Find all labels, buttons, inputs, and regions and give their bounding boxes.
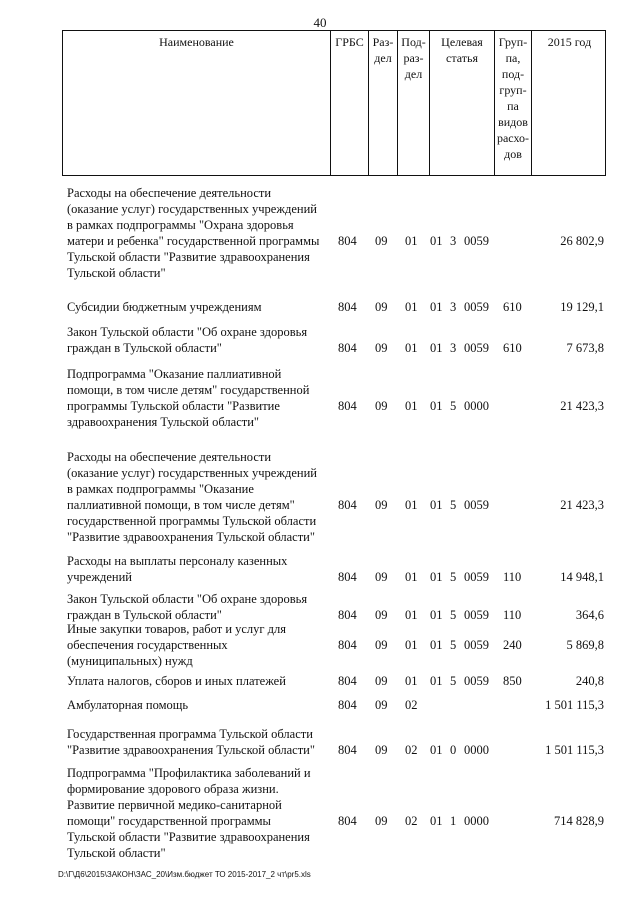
cell-grbs: 804	[338, 300, 357, 314]
cell-razdel: 09	[375, 300, 388, 314]
row-name	[67, 366, 329, 430]
cell-target-subprogram: 5	[450, 399, 457, 413]
cell-target-direction: 0000	[464, 399, 489, 413]
cell-target-subprogram: 5	[450, 638, 457, 652]
cell-expense-type: 240	[503, 638, 522, 652]
cell-amount-2015: 21 423,3	[560, 399, 604, 413]
row-name	[67, 449, 329, 545]
cell-amount-2015: 19 129,1	[560, 300, 604, 314]
cell-grbs: 804	[338, 399, 357, 413]
row-name-line: (оказание услуг) государственных учреждений	[67, 466, 317, 480]
cell-podrazdel: 01	[405, 341, 418, 355]
cell-target-program: 01	[430, 638, 443, 652]
row-name-line: Расходы на обеспечение деятельности	[67, 186, 272, 200]
row-name-line: учреждений	[67, 570, 132, 584]
cell-target-subprogram: 5	[450, 498, 457, 512]
row-name-line: в рамках подпрограммы "Охрана здоровья	[67, 218, 294, 232]
row-name-line: Закон Тульской области "Об охране здоровья	[67, 592, 308, 606]
cell-target-direction: 0059	[464, 498, 489, 512]
cell-amount-2015: 240,8	[575, 674, 604, 688]
row-name-line: Подпрограмма "Оказание паллиативной	[67, 367, 282, 381]
cell-grbs: 804	[338, 814, 357, 828]
file-path-footer: D:\Г\Д6\2015\ЗАКОН\ЗАС_20\Изм.бюджет ТО 2015-2017_2 чт\pr5.xls	[58, 870, 311, 879]
page-number: 40	[313, 15, 327, 30]
cell-podrazdel: 02	[405, 743, 418, 757]
row-name-line: Развитие первичной медико-санитарной	[67, 798, 282, 812]
row-name	[67, 673, 329, 689]
cell-target-direction: 0059	[464, 608, 489, 622]
cell-target-program: 01	[430, 498, 443, 512]
header-line: дел	[404, 67, 423, 81]
cell-grbs: 804	[338, 570, 357, 584]
cell-target-subprogram: 3	[450, 341, 457, 355]
header-line: груп-	[499, 83, 527, 97]
header-line: Под-	[401, 35, 426, 49]
cell-podrazdel: 01	[405, 399, 418, 413]
cell-grbs: 804	[338, 341, 357, 355]
cell-grbs: 804	[338, 638, 357, 652]
cell-expense-type: 610	[503, 300, 522, 314]
row-name-line: паллиативной помощи, в том числе детям"	[67, 498, 295, 512]
row-name-line: программы Тульской области "Развитие	[67, 399, 280, 413]
header-name	[63, 31, 330, 175]
cell-target-direction: 0059	[464, 570, 489, 584]
cell-target-subprogram: 0	[450, 743, 457, 757]
cell-target-program: 01	[430, 234, 443, 248]
row-name	[67, 726, 329, 758]
row-name-line: обеспечения государственных	[67, 638, 228, 652]
cell-podrazdel: 01	[405, 638, 418, 652]
cell-target-subprogram: 5	[450, 570, 457, 584]
header-line: видов	[498, 115, 528, 129]
row-name	[67, 185, 329, 281]
cell-target-program: 01	[430, 814, 443, 828]
cell-grbs: 804	[338, 608, 357, 622]
row-name-line: "Развитие здравоохранения Тульской области"	[67, 530, 315, 544]
cell-target-program: 01	[430, 674, 443, 688]
cell-podrazdel: 01	[405, 234, 418, 248]
header-line: дов	[504, 147, 522, 161]
cell-target-subprogram: 1	[450, 814, 457, 828]
cell-target-program: 01	[430, 570, 443, 584]
cell-podrazdel: 01	[405, 608, 418, 622]
cell-grbs: 804	[338, 234, 357, 248]
cell-target-direction: 0059	[464, 341, 489, 355]
cell-expense-type: 110	[503, 570, 522, 584]
header-razdel	[368, 31, 397, 175]
row-name-line: Иные закупки товаров, работ и услуг для	[67, 622, 287, 636]
row-name-line: (муниципальных) нужд	[67, 654, 193, 668]
cell-razdel: 09	[375, 674, 388, 688]
row-name-line: Расходы на обеспечение деятельности	[67, 450, 272, 464]
row-name-line: помощи" государственной программы	[67, 814, 271, 828]
cell-podrazdel: 01	[405, 570, 418, 584]
row-name-line: государственной программы Тульской области	[67, 514, 317, 528]
row-name	[67, 324, 329, 356]
row-name-line: "Развитие здравоохранения Тульской области"	[67, 743, 315, 757]
cell-target-program: 01	[430, 300, 443, 314]
cell-target-direction: 0059	[464, 674, 489, 688]
cell-razdel: 09	[375, 570, 388, 584]
row-name-line: граждан в Тульской области"	[67, 341, 222, 355]
cell-amount-2015: 7 673,8	[566, 341, 604, 355]
row-name-line: Закон Тульской области "Об охране здоровья	[67, 325, 308, 339]
cell-razdel: 09	[375, 234, 388, 248]
cell-expense-type: 110	[503, 608, 522, 622]
row-name-line: в рамках подпрограммы "Оказание	[67, 482, 254, 496]
cell-grbs: 804	[338, 743, 357, 757]
header-line: статья	[446, 51, 478, 65]
cell-podrazdel: 01	[405, 674, 418, 688]
cell-target-program: 01	[430, 399, 443, 413]
header-line: па	[507, 99, 519, 113]
row-name	[67, 591, 329, 623]
cell-amount-2015: 364,6	[575, 608, 604, 622]
header-grbs	[330, 31, 368, 175]
cell-amount-2015: 1 501 115,3	[545, 743, 604, 757]
cell-expense-type: 610	[503, 341, 522, 355]
cell-target-program: 01	[430, 341, 443, 355]
cell-podrazdel: 01	[405, 300, 418, 314]
header-line: ГРБС	[335, 35, 364, 49]
cell-amount-2015: 26 802,9	[560, 234, 604, 248]
cell-target-direction: 0000	[464, 743, 489, 757]
row-name	[67, 299, 329, 315]
cell-razdel: 09	[375, 743, 388, 757]
cell-razdel: 09	[375, 399, 388, 413]
cell-razdel: 09	[375, 814, 388, 828]
header-line: дел	[374, 51, 392, 65]
cell-grbs: 804	[338, 498, 357, 512]
row-name-line: граждан в Тульской области"	[67, 608, 222, 622]
header-line: раз-	[403, 51, 424, 65]
header-line: расхо-	[496, 131, 530, 145]
row-name	[67, 765, 329, 861]
row-name-line: Тульской области"	[67, 266, 166, 280]
row-name-line: матери и ребенка" государственной программы	[67, 234, 320, 248]
table-header	[62, 30, 606, 176]
row-name	[67, 697, 329, 713]
row-name-line: Субсидии бюджетным учреждениям	[67, 300, 262, 314]
row-name-line: Тульской области "Развитие здравоохранения	[67, 830, 310, 844]
cell-podrazdel: 02	[405, 698, 418, 712]
header-line: Целевая	[441, 35, 483, 49]
header-podrazdel	[397, 31, 429, 175]
cell-grbs: 804	[338, 674, 357, 688]
cell-amount-2015: 5 869,8	[566, 638, 604, 652]
row-name	[67, 621, 329, 669]
row-name-line: (оказание услуг) государственных учреждений	[67, 202, 317, 216]
cell-target-program: 01	[430, 608, 443, 622]
cell-razdel: 09	[375, 638, 388, 652]
cell-target-direction: 0000	[464, 814, 489, 828]
row-name-line: здравоохранения Тульской области"	[67, 415, 260, 429]
cell-target-subprogram: 3	[450, 234, 457, 248]
cell-target-subprogram: 3	[450, 300, 457, 314]
row-name-line: помощи, в том числе детям" государственной	[67, 383, 310, 397]
cell-target-direction: 0059	[464, 638, 489, 652]
cell-razdel: 09	[375, 608, 388, 622]
cell-target-direction: 0059	[464, 234, 489, 248]
cell-amount-2015: 1 501 115,3	[545, 698, 604, 712]
cell-target-program: 01	[430, 743, 443, 757]
row-name-line: Тульской области "Развитие здравоохранения	[67, 250, 310, 264]
cell-target-direction: 0059	[464, 300, 489, 314]
header-line: 2015 год	[547, 35, 592, 49]
row-name	[67, 553, 329, 585]
cell-target-subprogram: 5	[450, 608, 457, 622]
header-vr	[494, 31, 531, 175]
row-name-line: Амбулаторная помощь	[67, 698, 189, 712]
cell-expense-type: 850	[503, 674, 522, 688]
cell-amount-2015: 21 423,3	[560, 498, 604, 512]
row-name-line: Тульской области"	[67, 846, 166, 860]
cell-amount-2015: 714 828,9	[554, 814, 604, 828]
cell-podrazdel: 01	[405, 498, 418, 512]
cell-amount-2015: 14 948,1	[560, 570, 604, 584]
cell-grbs: 804	[338, 698, 357, 712]
cell-razdel: 09	[375, 341, 388, 355]
header-line: под-	[501, 67, 525, 81]
cell-podrazdel: 02	[405, 814, 418, 828]
cell-target-subprogram: 5	[450, 674, 457, 688]
row-name-line: формирование здорового образа жизни.	[67, 782, 279, 796]
header-line: Груп-	[498, 35, 528, 49]
header-line: па,	[505, 51, 521, 65]
cell-razdel: 09	[375, 498, 388, 512]
header-line: Наименование	[159, 35, 234, 49]
row-name-line: Уплата налогов, сборов и иных платежей	[67, 674, 286, 688]
header-line: Раз-	[372, 35, 394, 49]
row-name-line: Расходы на выплаты персоналу казенных	[67, 554, 288, 568]
header-cs	[429, 31, 494, 175]
row-name-line: Подпрограмма "Профилактика заболеваний и	[67, 766, 311, 780]
header-amount	[531, 31, 607, 175]
row-name-line: Государственная программа Тульской области	[67, 727, 313, 741]
cell-razdel: 09	[375, 698, 388, 712]
